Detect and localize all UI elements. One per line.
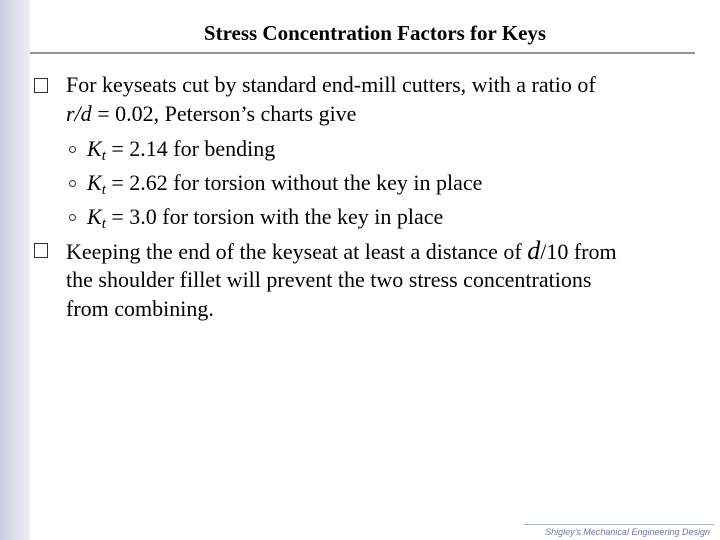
- sub-item-bending: [87, 134, 275, 171]
- footer-credit: Shigley’s Mechanical Engineering Design: [545, 527, 710, 537]
- kt-variable: K: [87, 170, 102, 195]
- circle-bullet-icon: [69, 146, 76, 153]
- kt-variable: K: [87, 136, 102, 161]
- sub-item-torsion-with-key: [87, 202, 443, 239]
- circle-bullet-icon: [69, 180, 76, 187]
- ratio-text: = 0.02, Peterson’s charts give: [91, 101, 357, 126]
- sub-item-torsion-without-key: [87, 168, 482, 205]
- sub-item-text: = 2.62 for torsion without the key in place: [105, 170, 483, 195]
- sub-item-text: = 2.14 for bending: [105, 136, 276, 161]
- kt-subscript: t: [101, 216, 106, 232]
- distance-variable: d: [527, 236, 541, 265]
- kt-subscript: t: [101, 182, 106, 198]
- bullet-2-line-1: [66, 236, 617, 267]
- footer-divider: [524, 524, 714, 525]
- ratio-variable: r/d: [66, 101, 92, 126]
- kt-variable: K: [87, 204, 102, 229]
- circle-bullet-icon: [69, 214, 76, 221]
- bullet-2-line-2: the shoulder fillet will prevent the two stress concentrations: [66, 267, 592, 292]
- square-bullet-icon: [34, 78, 48, 93]
- sub-item-text: = 3.0 for torsion with the key in place: [105, 204, 444, 229]
- kt-subscript: t: [101, 148, 106, 164]
- square-bullet-icon: [34, 243, 48, 258]
- bullet-1-line-1: For keyseats cut by standard end-mill cutters, with a ratio of: [66, 72, 596, 97]
- bullet-2-text-a: Keeping the end of the keyseat at least a distance of: [66, 239, 528, 264]
- bullet-1-line-2: [66, 99, 356, 129]
- bullet-2-line-3: from combining.: [66, 296, 214, 321]
- slide-title: Stress Concentration Factors for Keys: [203, 21, 547, 45]
- bullet-2-text-b: /10 from: [540, 239, 617, 264]
